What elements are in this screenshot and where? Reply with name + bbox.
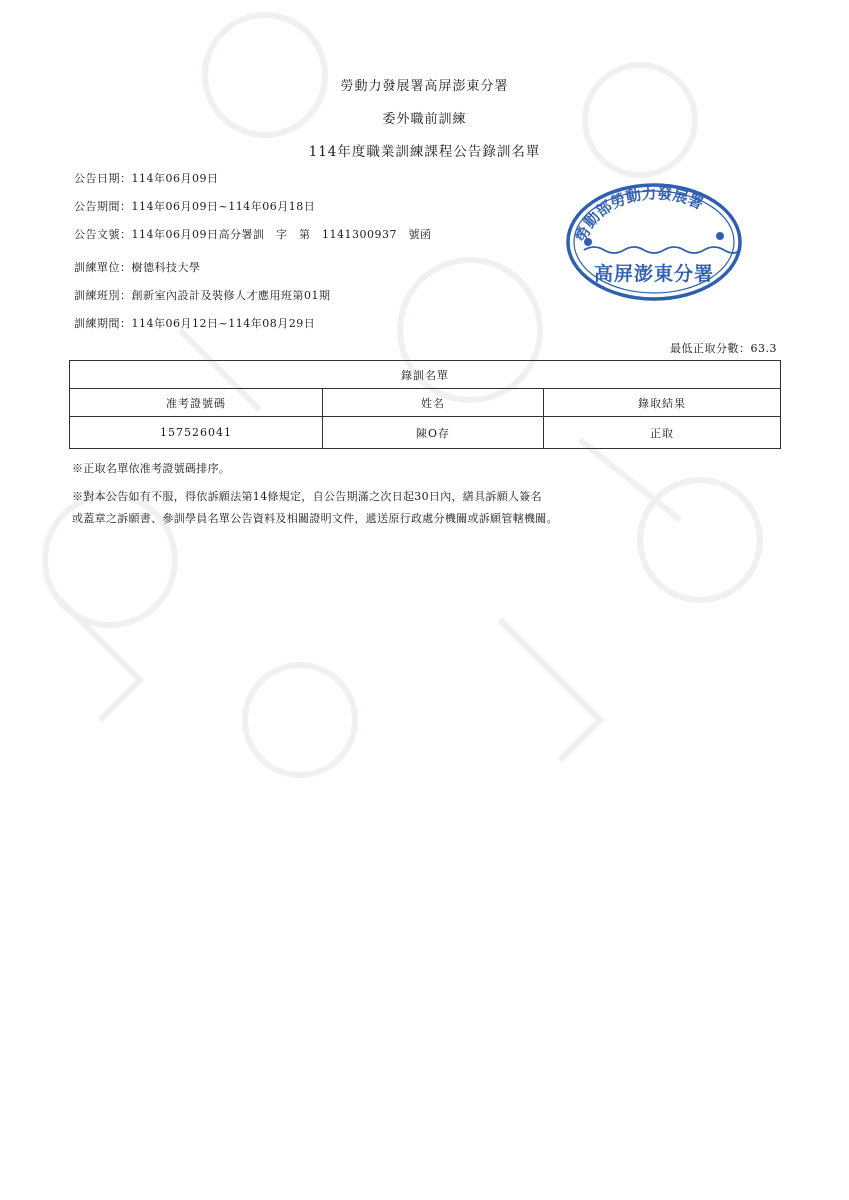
training-period: 訓練期間：114年06月12日~114年08月29日 <box>74 317 316 330</box>
admission-table <box>69 360 781 449</box>
table-title: 錄訓名單 <box>70 361 781 389</box>
program-title: 委外職前訓練 <box>382 112 467 127</box>
training-class: 訓練班別：創新室內設計及裝修人才應用班第01期 <box>74 289 331 302</box>
column-header-result: 錄取結果 <box>544 389 781 417</box>
column-header-name: 姓名 <box>323 389 544 417</box>
official-seal-stamp <box>564 180 744 304</box>
announce-period: 公告期間：114年06月09日~114年06月18日 <box>74 200 316 213</box>
minimum-score: 最低正取分數：63.3 <box>670 342 777 355</box>
table-row <box>70 417 781 449</box>
announce-date: 公告日期：114年06月09日 <box>74 172 219 185</box>
seal-bottom-text: 高屏澎東分署 <box>593 263 715 285</box>
column-header-exam-number: 准考證號碼 <box>70 389 323 417</box>
exam-number-cell: 157526041 <box>70 417 323 449</box>
appeal-note-line2: 或蓋章之訴願書、參訓學員名單公告資料及相關證明文件，遞送原行政處分機關或訴願管轄機關。 <box>72 512 558 525</box>
agency-title: 勞動力發展署高屏澎東分署 <box>340 79 509 94</box>
svg-text:勞動部勞動力發展署 <box>573 184 706 244</box>
result-cell: 正取 <box>544 417 781 449</box>
name-cell: 陳O存 <box>323 417 544 449</box>
appeal-note-line1: ※對本公告如有不服，得依訴願法第14條規定，自公告期滿之次日起30日內，繕具訴願人簽名 <box>72 490 542 503</box>
seal-top-text: 勞動部勞動力發展署 <box>572 184 706 245</box>
sorting-note: ※正取名單依准考證號碼排序。 <box>72 462 231 475</box>
document-number: 公告文號：114年06月09日高分署訓 字 第 1141300937 號函 <box>74 228 432 241</box>
training-unit: 訓練單位：樹德科技大學 <box>74 261 201 274</box>
announcement-title: 114年度職業訓練課程公告錄訓名單 <box>308 144 541 160</box>
